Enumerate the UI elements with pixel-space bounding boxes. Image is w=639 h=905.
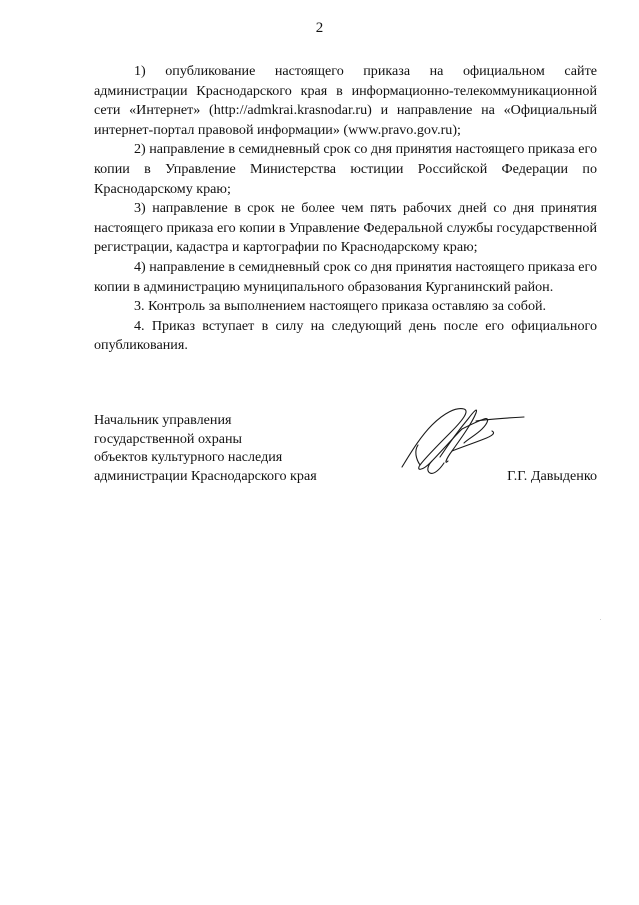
- item-ministry-of-justice: 2) направление в семидневный срок со дня принятия настоящего приказа его копии в Управление Министерства юстиции Российской Федерации по Краснодарскому краю;: [94, 141, 597, 197]
- scan-artifact: [600, 619, 601, 620]
- signer-position-line: администрации Краснодарского края: [94, 468, 317, 485]
- signature-block: [94, 411, 597, 491]
- signer-position: [94, 411, 317, 486]
- item-rosreestr: 3) направление в срок не более чем пять рабочих дней со дня принятия настоящего приказа его копии в Управление Федеральной службы государственной регистрации, кадастра и картографии по Краснодарскому краю;: [94, 200, 597, 256]
- signer-position-line: Начальник управления: [94, 412, 232, 428]
- signer-position-line: объектов культурного наследия: [94, 449, 283, 466]
- item-municipal-administration: 4) направление в семидневный срок со дня принятия настоящего приказа его копии в администрацию муниципального образования Курганинский район.: [94, 258, 597, 295]
- document-body: [94, 62, 597, 356]
- effective-date-clause: 4. Приказ вступает в силу на следующий день после его официального опубликования.: [94, 317, 597, 354]
- signer-name: Г.Г. Давыденко: [507, 468, 597, 484]
- control-clause: 3. Контроль за выполнением настоящего приказа оставляю за собой.: [134, 298, 547, 315]
- item-publication: 1) опубликование настоящего приказа на официальном сайте администрации Краснодарского края в информационно-телекоммуникационной сети «Интернет» (http://admkrai.krasnodar.ru) и направление на «Официальный интернет-портал правовой информации» (www.pravo.gov.ru);: [94, 63, 597, 138]
- signer-position-line: государственной охраны: [94, 430, 243, 447]
- page-number: 2: [315, 20, 324, 36]
